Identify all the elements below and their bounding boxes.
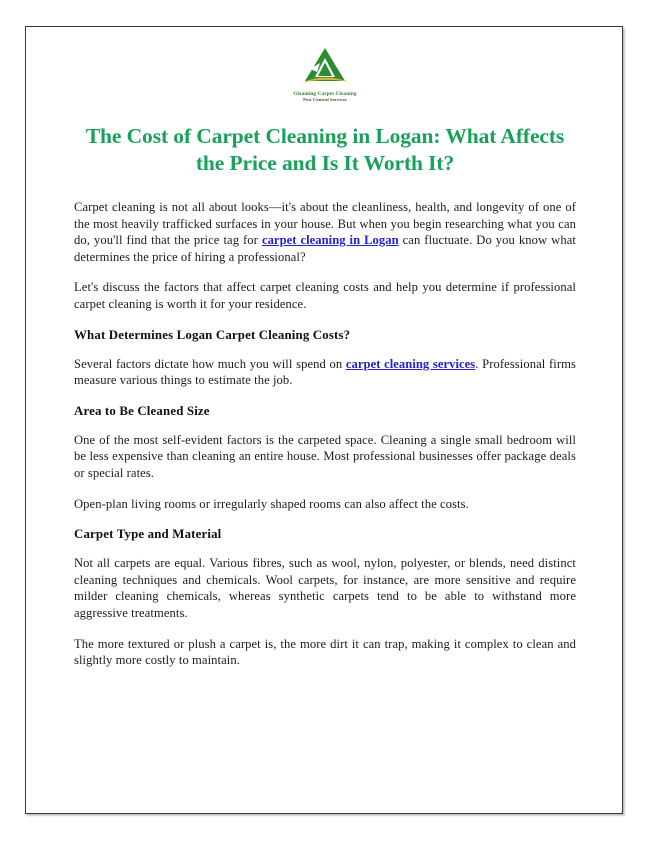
link-carpet-cleaning-services[interactable]: carpet cleaning services	[345, 356, 476, 371]
paragraph-intro	[74, 199, 576, 265]
logo-tagline: Pest Control Services	[303, 97, 347, 102]
green-mountain-a-icon	[290, 45, 360, 87]
paragraph-several-factors	[74, 356, 576, 389]
logo-company-name: Gleaming Carpet Cleaning	[293, 91, 357, 97]
heading-what-determines-costs: What Determines Logan Carpet Cleaning Costs?	[74, 327, 351, 342]
logo-mark-container	[290, 45, 360, 87]
heading-area-to-be-cleaned-size: Area to Be Cleaned Size	[74, 403, 210, 418]
paragraph-several-factors-text-before-link: Several factors dictate how much you will spend on	[74, 356, 346, 371]
link-carpet-cleaning-in-logan[interactable]: carpet cleaning in Logan	[261, 233, 399, 248]
paragraph-textured-plush: The more textured or plush a carpet is, the more dirt it can trap, making it complex to clean and slightly more costly to maintain.	[74, 636, 576, 668]
paragraph-carpet-fibres: Not all carpets are equal. Various fibres, such as wool, nylon, polyester, or blends, need distinct cleaning techniques and chemicals. Wool carpets, for instance, are more sensitive and require milder cleaning chemicals, whereas synthetic carpets tend to be able to withstand more aggressive treatments.	[74, 556, 576, 620]
heading-carpet-type-and-material: Carpet Type and Material	[74, 527, 222, 542]
company-logo	[74, 39, 576, 105]
article-body	[74, 199, 576, 669]
page-title: The Cost of Carpet Cleaning in Logan: What Affects the Price and Is It Worth It?	[85, 124, 565, 175]
document-page	[25, 26, 623, 814]
paragraph-intro-text-after-link: can fluctuate. Do you know what determines the price of hiring a professional?	[74, 233, 576, 264]
paragraph-intro-text-before-link: Carpet cleaning is not all about looks—it's about the cleanliness, health, and longevity of one of the most heavily trafficked surfaces in your house. But when you begin researching what you can do, you'll find that the price tag for	[74, 200, 576, 248]
paragraph-discuss-factors: Let's discuss the factors that affect carpet cleaning costs and help you determine if professional carpet cleaning is worth it for your residence.	[74, 280, 576, 311]
paragraph-several-factors-text-after-link: . Professional firms measure various things to estimate the job.	[74, 356, 576, 388]
paragraph-open-plan-rooms: Open-plan living rooms or irregularly shaped rooms can also affect the costs.	[74, 496, 469, 511]
paragraph-carpeted-space: One of the most self-evident factors is the carpeted space. Cleaning a single small bedroom will be less expensive than cleaning an entire house. Most professional businesses offer package deals or special rates.	[74, 432, 576, 480]
page-content-area	[74, 39, 576, 683]
